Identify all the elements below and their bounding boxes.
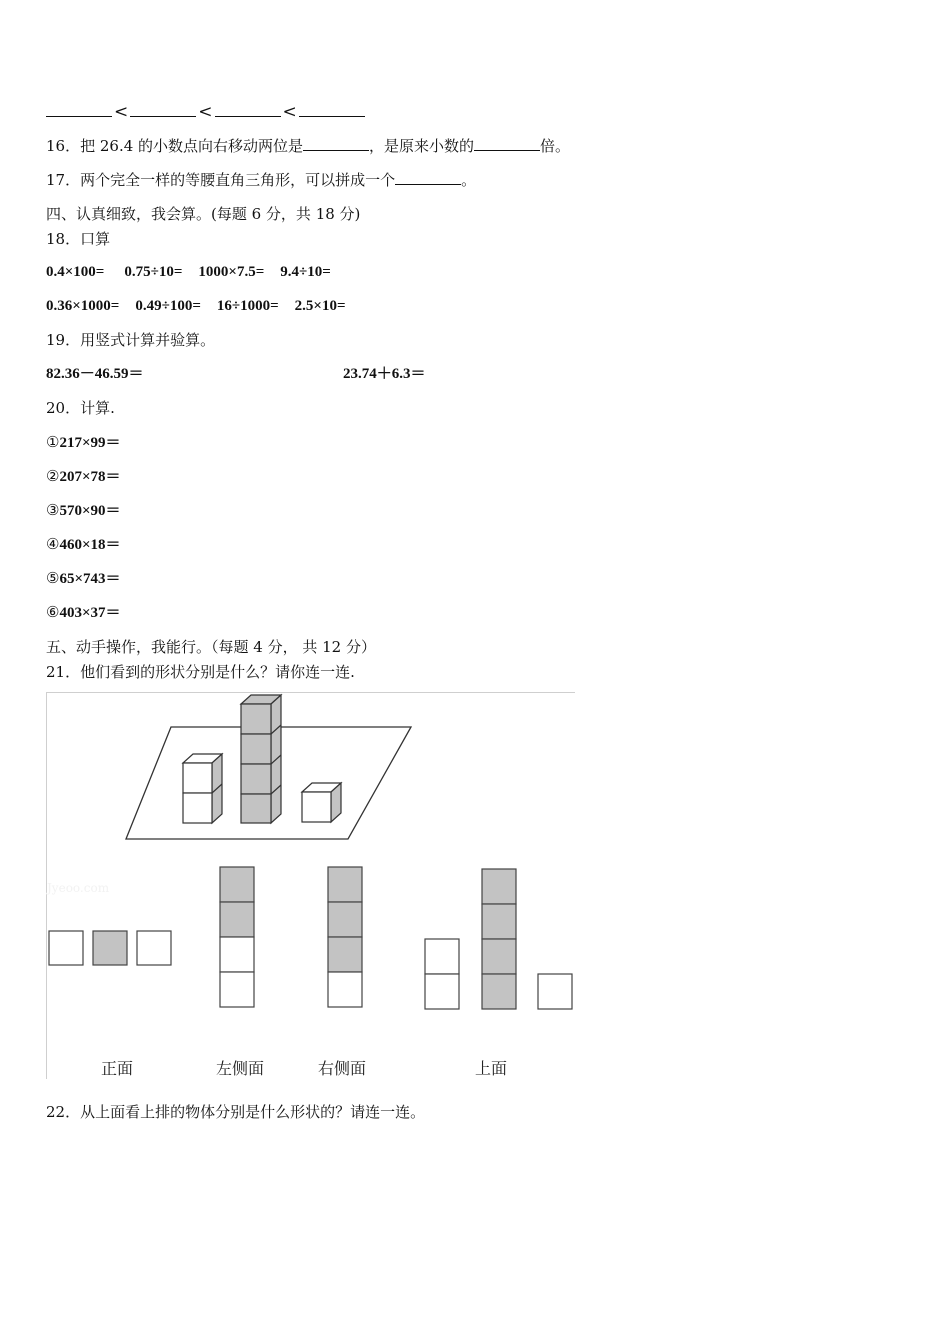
q20-item-6 bbox=[46, 602, 121, 623]
less-than-sign: < bbox=[114, 102, 129, 122]
middle-cube-stack bbox=[241, 695, 281, 823]
view-left-shapes bbox=[220, 867, 254, 1007]
mental-math-item: 0.4×100= bbox=[46, 264, 105, 280]
answer-blank[interactable] bbox=[474, 136, 540, 151]
question-20 bbox=[46, 398, 115, 418]
circled-number: ⑤ bbox=[46, 569, 60, 587]
watermark-text: Jyeoo.com bbox=[47, 881, 110, 895]
answer-blank[interactable] bbox=[46, 102, 112, 117]
right-single-cube bbox=[302, 783, 341, 822]
answer-blank[interactable] bbox=[303, 136, 369, 151]
q20-item-5 bbox=[46, 568, 121, 589]
question-18 bbox=[46, 229, 110, 249]
question-text: ，是原来小数的 bbox=[369, 137, 475, 155]
label-top-view: 上面 bbox=[475, 1059, 508, 1078]
view-top-shapes bbox=[425, 869, 572, 1009]
mental-math-item: 0.75÷10= bbox=[124, 264, 183, 280]
view-front-shapes bbox=[49, 931, 171, 965]
section-5-heading: 五、动手操作，我能行。（每题 4 分， 共 12 分） bbox=[46, 638, 376, 656]
answer-blank[interactable] bbox=[215, 102, 281, 117]
calc-expression: 460×18＝ bbox=[59, 537, 121, 553]
mental-math-item: 2.5×10= bbox=[294, 298, 346, 314]
question-number: 22． bbox=[46, 1103, 81, 1121]
q19-expression-2: 23.74＋6.3＝ bbox=[343, 366, 426, 382]
question-text: 。 bbox=[461, 171, 477, 189]
calc-expression: 403×37＝ bbox=[59, 605, 121, 621]
q19-expression-1: 82.36－46.59＝ bbox=[46, 366, 144, 382]
label-left-view: 左侧面 bbox=[216, 1059, 265, 1078]
question-number: 16． bbox=[46, 137, 81, 155]
calc-expression: 217×99＝ bbox=[59, 435, 121, 451]
answer-blank[interactable] bbox=[299, 102, 365, 117]
circled-number: ① bbox=[46, 433, 60, 451]
question-title: 口算 bbox=[80, 230, 111, 248]
cube-arrangement-diagram bbox=[47, 693, 575, 1079]
mental-math-item: 0.49÷100= bbox=[135, 298, 201, 314]
less-than-sign: < bbox=[282, 102, 297, 122]
q20-item-1 bbox=[46, 432, 121, 453]
mental-math-item: 1000×7.5= bbox=[198, 264, 265, 280]
mental-math-item: 9.4÷10= bbox=[280, 264, 331, 280]
circled-number: ② bbox=[46, 467, 60, 485]
answer-blank[interactable] bbox=[130, 102, 196, 117]
question-number: 20． bbox=[46, 399, 81, 417]
left-cube-stack bbox=[183, 754, 222, 823]
q21-figure bbox=[46, 692, 575, 1079]
question-21 bbox=[46, 662, 355, 682]
answer-blank[interactable] bbox=[395, 170, 461, 185]
circled-number: ⑥ bbox=[46, 603, 60, 621]
question-number: 18． bbox=[46, 230, 81, 248]
question-title: 用竖式计算并验算。 bbox=[80, 331, 216, 349]
calc-expression: 570×90＝ bbox=[59, 503, 121, 519]
question-22 bbox=[46, 1102, 425, 1122]
question-number: 17． bbox=[46, 171, 81, 189]
less-than-sign: < bbox=[198, 102, 213, 122]
q15-comparison-blanks bbox=[46, 102, 365, 122]
label-front-view: 正面 bbox=[101, 1059, 134, 1078]
question-number: 19． bbox=[46, 331, 81, 349]
question-text: 倍。 bbox=[540, 137, 571, 155]
calc-expression: 65×743＝ bbox=[59, 571, 121, 587]
q18-row-2 bbox=[46, 296, 346, 316]
q20-item-3 bbox=[46, 500, 121, 521]
calc-expression: 207×78＝ bbox=[59, 469, 121, 485]
q20-item-2 bbox=[46, 466, 121, 487]
question-text: 两个完全一样的等腰直角三角形，可以拼成一个 bbox=[80, 171, 396, 189]
mental-math-item: 16÷1000= bbox=[216, 298, 279, 314]
view-right-shapes bbox=[328, 867, 362, 1007]
question-19 bbox=[46, 330, 215, 350]
q20-item-4 bbox=[46, 534, 121, 555]
mental-math-item: 0.36×1000= bbox=[46, 298, 120, 314]
question-16 bbox=[46, 136, 570, 156]
question-title: 他们看到的形状分别是什么？请你连一连. bbox=[80, 663, 355, 681]
question-number: 21． bbox=[46, 663, 81, 681]
q18-row-1 bbox=[46, 262, 331, 282]
section-4-heading: 四、认真细致，我会算。(每题 6 分，共 18 分) bbox=[46, 205, 361, 223]
question-17 bbox=[46, 170, 476, 190]
circled-number: ③ bbox=[46, 501, 60, 519]
question-text: 把 26.4 的小数点向右移动两位是 bbox=[80, 137, 304, 155]
question-title: 计算. bbox=[80, 399, 115, 417]
label-right-view: 右侧面 bbox=[318, 1059, 367, 1078]
question-title: 从上面看上排的物体分别是什么形状的？请连一连。 bbox=[80, 1103, 426, 1121]
circled-number: ④ bbox=[46, 535, 60, 553]
